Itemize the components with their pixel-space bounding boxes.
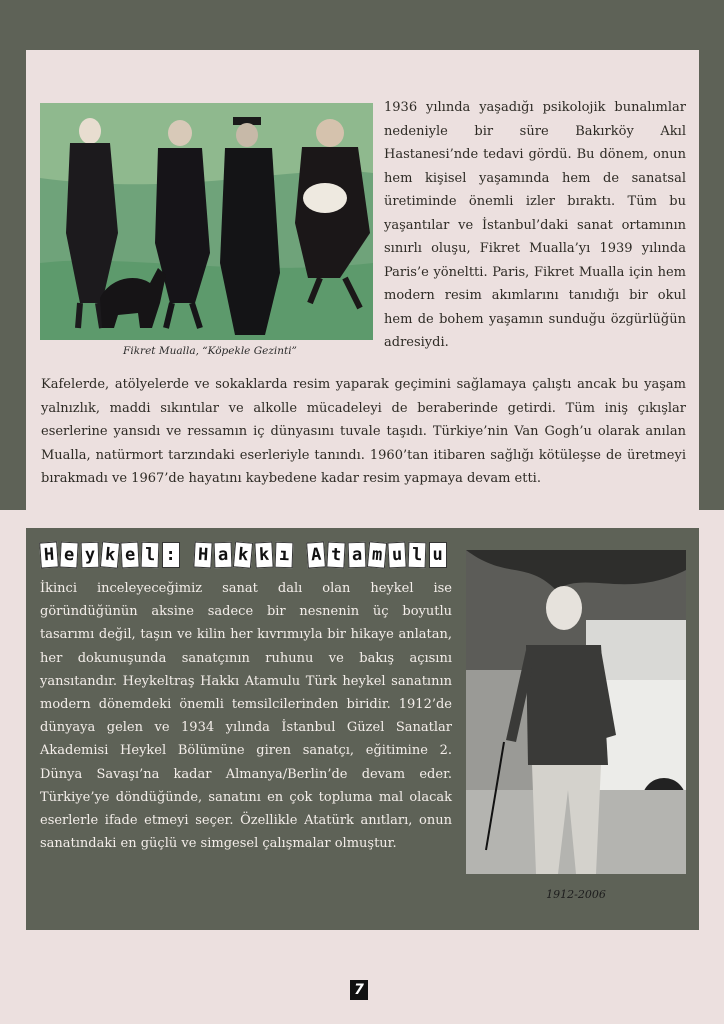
heading-letter: a [214,542,233,569]
heading-letter: u [429,542,447,568]
painting-image [40,103,373,340]
heading-letter: l [408,542,427,569]
paragraph-full-width: Kafelerde, atölyelerde ve sokaklarda resim yaparak geçimini sağlamaya çalıştı ancak bu yaşam yalnızlık, maddi sıkıntılar ve alkolle mücadeleyi de beraberinde getirdi. Tüm iniş çıkışlar eserlerine yansıdı ve ressamın iç dünyasını tuvale taşıdı. Türkiye’nin Van Gogh’u olarak anılan Mualla, natürmort tarzındaki eserleriyle tanındı. 1960’tan itibaren sağlığı kötüleşse de üretmeyi bırakmadı ve 1967’de hayatını kaybedene kadar resim yapmaya devam etti. [41,377,686,486]
heading-letter: y [80,542,99,569]
heading-letter: H [193,542,213,569]
section-paragraph: İkinci inceleyeceğimiz sanat dalı olan heykel ise göründüğünün aksine sadece bir nesnenin üç boyutlu tasarımı değil, taşın ve kilin her kıvrımıyla bir hikaye anlatan, her dokunuşunda sanatçının ruhunu ve bakış açısını yansıtandır. Heykeltraş Hakkı Atamulu Türk heykel sanatının modern dönemdeki önemli temsilcilerinden biridir. 1912’de dünyaya gelen ve 1934 yılında İstanbul Güzel Sanatlar Akademisi Heykel Bölümüne giren sanatçı, eğitimine 2. Dünya Savaşı’na kadar Almanya/Berlin’de devam eder. Türkiye’ye döndüğünde, sanatını en çok topluma mal olacak eserlerle ifade etmeyi seçer. Özellikle Atatürk anıtları, onun sanatındaki en güçlü ve simgesel çalışmalar olmuştur. [40,581,452,852]
heading-letter: t [327,542,347,569]
heading-letter: m [367,541,387,568]
heading-letter: u [387,542,407,569]
section-heading [40,538,447,572]
heading-letter: k [100,541,120,568]
heading-letter: k [233,541,253,568]
painting-caption: Fikret Mualla, “Köpekle Gezinti” [123,345,297,357]
heading-letter: A [306,541,326,568]
page-number: 7 [350,980,368,1000]
heading-letter: ı [274,542,293,569]
heading-letter: e [60,542,80,569]
heading-letter: : [162,542,180,568]
heading-letter: e [120,542,140,569]
portrait-caption: 1912-2006 [546,888,606,901]
heading-letter: H [39,541,59,568]
paragraph-right: 1936 yılında yaşadığı psikolojik bunalımlar nedeniyle bir süre Bakırköy Akıl Hastanesi’nde tedavi gördü. Bu dönem, onun hem kişisel yaşamında hem de sanatsal üretiminde önemli izler bıraktı. Tüm bu yaşantılar ve İstanbul’daki sanat ortamının sınırlı oluşu, Fikret Mualla’yı 1939 yılında Paris’e yöneltti. Paris, Fikret Mualla için hem modern resim akımlarını tanıdığı bir okul hem de bohem yaşamın sunduğu özgürlüğün adresiydi. [384,100,686,350]
portrait-photo [466,550,686,874]
heading-letter: a [347,542,366,569]
heading-letter: l [141,542,160,569]
heading-letter: k [254,542,274,569]
